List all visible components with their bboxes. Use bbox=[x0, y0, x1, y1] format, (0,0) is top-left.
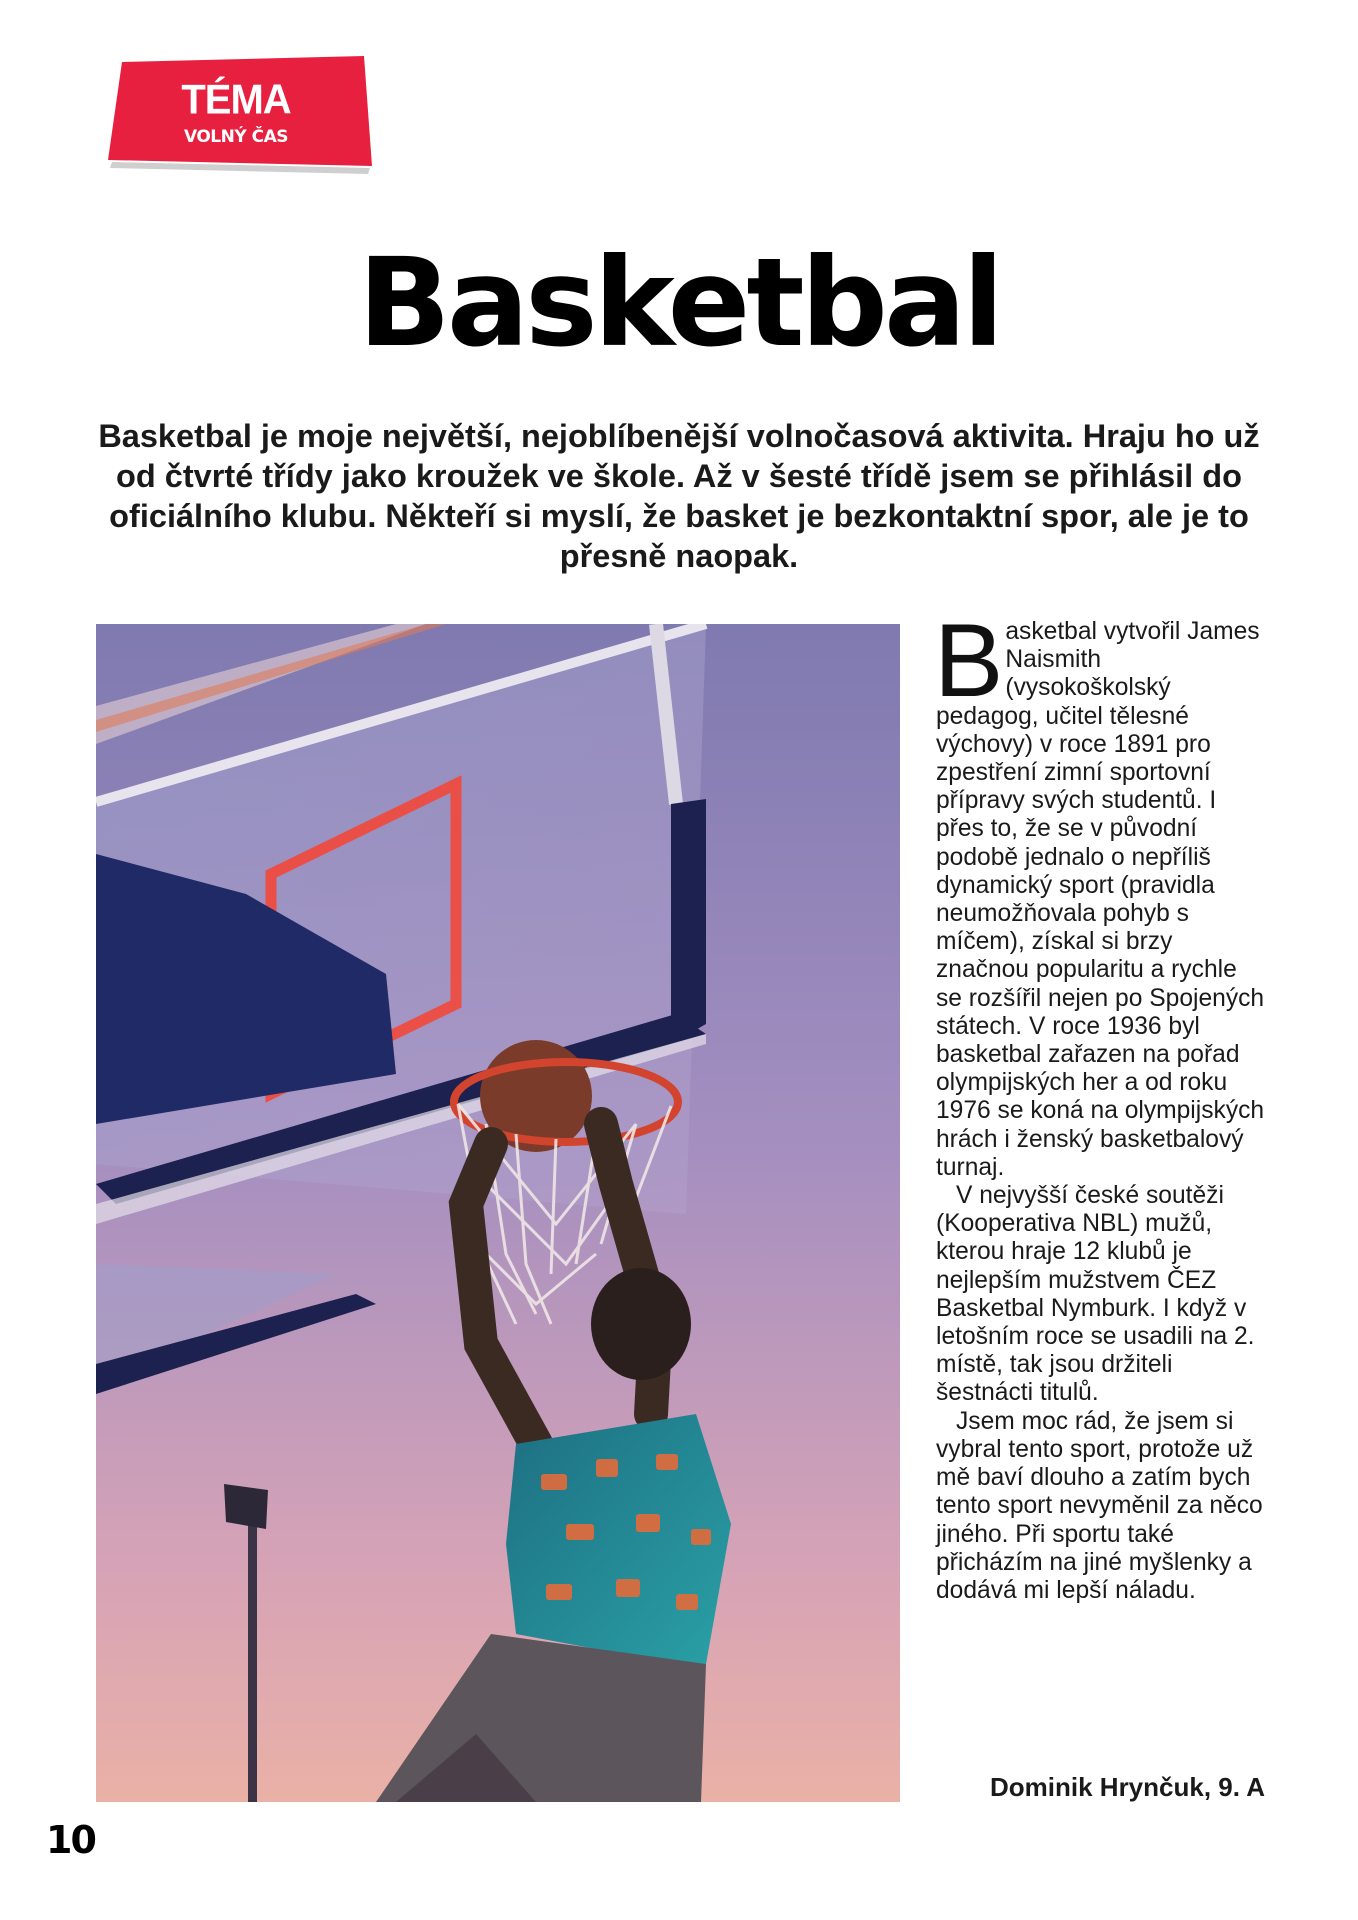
badge-subtitle: VOLNÝ ČAS bbox=[184, 127, 288, 147]
basketball-dunk-illustration bbox=[96, 624, 900, 1802]
article-paragraph-1-text: asketbal vytvořil James Naismith (vysokoškolský pedagog, učitel tělesné výchovy) v roce 1891 pro zpestření zimní sportovní přípravy svých studentů. I přes to, že se v původní podobě jednalo o nepříliš dynamický sport (pravidla neumožňovala pohyb s míčem), získal si brzy značnou popularitu a rychle se rozšířil nejen po Spojených státech. V roce 1936 byl basketbal zařazen na pořad olympijských her a od roku 1976 se koná na olympijských hrách i ženský basketbalový turnaj. bbox=[936, 618, 1265, 1181]
dropcap-letter: B bbox=[934, 603, 1004, 719]
section-badge bbox=[106, 56, 372, 174]
article-paragraph-1 bbox=[934, 603, 1266, 1182]
basketball-photo bbox=[96, 624, 900, 1802]
article-paragraph-3: Jsem moc rád, že jsem si vybral tento sport, protože už mě baví dlouho a zatím bych tento sport nevyměnil za něco jiného. Při sportu také přicházím na jiné myšlenky a dodává mi lepší náladu. bbox=[936, 1407, 1263, 1604]
article-author: Dominik Hrynčuk, 9. A bbox=[990, 1772, 1265, 1802]
article-lead: Basketbal je moje největší, nejoblíbenější volnočasová aktivita. Hraju ho už od čtvrté třídy jako kroužek ve škole. Až v šesté třídě jsem se přihlásil do oficiálního klubu. Někteří si myslí, že basket je bezkontaktní spor, ale je to přesně naopak. bbox=[98, 418, 1260, 574]
light-pole bbox=[248, 1514, 257, 1802]
article-headline: Basketbal bbox=[357, 232, 1001, 374]
article-body bbox=[934, 603, 1266, 1605]
backboard-frame bbox=[671, 799, 706, 1044]
page-number: 10 bbox=[46, 1818, 95, 1862]
badge-title: TÉMA bbox=[181, 76, 291, 124]
article-paragraph-2: V nejvyšší české soutěži (Kooperativa NBL) mužů, kterou hraje 12 klubů je nejlepším mužstvem ČEZ Basketbal Nymburk. I když v letošním roce se usadili na 2. místě, tak jsou držiteli šestnácti titulů. bbox=[936, 1182, 1255, 1407]
player-head bbox=[591, 1268, 691, 1380]
